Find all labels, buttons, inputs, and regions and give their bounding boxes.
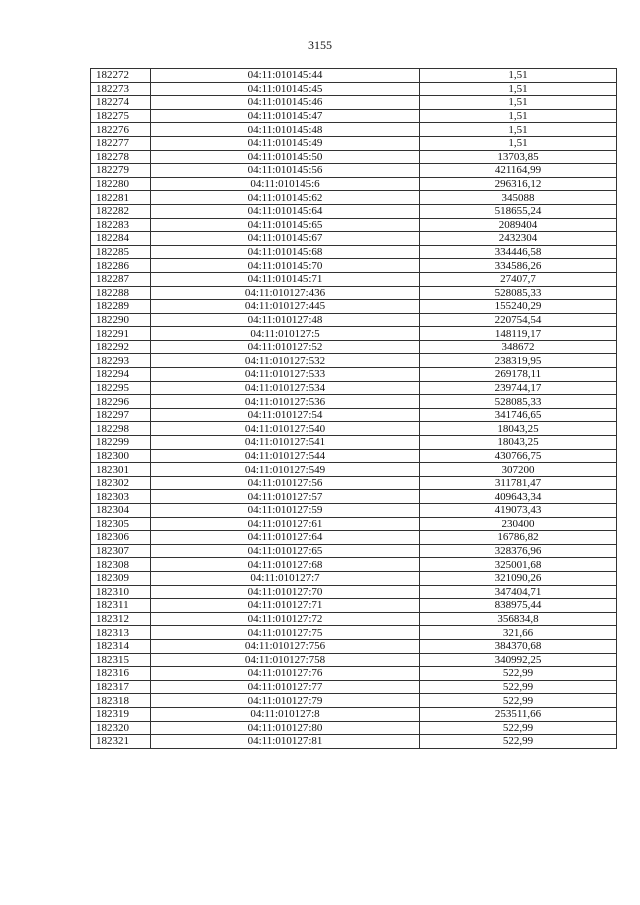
row-id-cell: 182318 — [91, 694, 151, 708]
cadastral-number-cell: 04:11:010145:70 — [151, 259, 420, 273]
table-row — [91, 109, 617, 123]
row-id-cell: 182272 — [91, 69, 151, 83]
row-id-cell: 182302 — [91, 476, 151, 490]
value-cell: 1,51 — [420, 96, 617, 110]
value-cell: 325001,68 — [420, 558, 617, 572]
row-id-cell: 182295 — [91, 381, 151, 395]
row-id-cell: 182311 — [91, 599, 151, 613]
row-id-cell: 182290 — [91, 313, 151, 327]
value-cell: 328376,96 — [420, 544, 617, 558]
value-cell: 1,51 — [420, 69, 617, 83]
cadastral-number-cell: 04:11:010127:540 — [151, 422, 420, 436]
value-cell: 409643,34 — [420, 490, 617, 504]
table-row — [91, 735, 617, 749]
table-row — [91, 517, 617, 531]
row-id-cell: 182307 — [91, 544, 151, 558]
row-id-cell: 182297 — [91, 408, 151, 422]
value-cell: 296316,12 — [420, 177, 617, 191]
row-id-cell: 182289 — [91, 300, 151, 314]
table-row — [91, 504, 617, 518]
table-row — [91, 340, 617, 354]
value-cell: 341746,65 — [420, 408, 617, 422]
table-row — [91, 408, 617, 422]
row-id-cell: 182291 — [91, 327, 151, 341]
row-id-cell: 182275 — [91, 109, 151, 123]
table-row — [91, 585, 617, 599]
value-cell: 18043,25 — [420, 436, 617, 450]
cadastral-number-cell: 04:11:010145:65 — [151, 218, 420, 232]
value-cell: 528085,33 — [420, 286, 617, 300]
table-row — [91, 449, 617, 463]
cadastral-number-cell: 04:11:010127:8 — [151, 707, 420, 721]
table-row — [91, 639, 617, 653]
cadastral-number-cell: 04:11:010127:81 — [151, 735, 420, 749]
cadastral-number-cell: 04:11:010127:61 — [151, 517, 420, 531]
cadastral-number-cell: 04:11:010127:5 — [151, 327, 420, 341]
cadastral-number-cell: 04:11:010127:436 — [151, 286, 420, 300]
value-cell: 1,51 — [420, 136, 617, 150]
table-row — [91, 259, 617, 273]
row-id-cell: 182294 — [91, 368, 151, 382]
row-id-cell: 182300 — [91, 449, 151, 463]
value-cell: 522,99 — [420, 694, 617, 708]
table-row — [91, 232, 617, 246]
table-row — [91, 136, 617, 150]
cadastral-number-cell: 04:11:010127:70 — [151, 585, 420, 599]
value-cell: 321090,26 — [420, 571, 617, 585]
value-cell: 334586,26 — [420, 259, 617, 273]
cadastral-number-cell: 04:11:010145:44 — [151, 69, 420, 83]
table-row — [91, 191, 617, 205]
value-cell: 269178,11 — [420, 368, 617, 382]
row-id-cell: 182304 — [91, 504, 151, 518]
row-id-cell: 182280 — [91, 177, 151, 191]
value-cell: 430766,75 — [420, 449, 617, 463]
row-id-cell: 182314 — [91, 639, 151, 653]
value-cell: 518655,24 — [420, 204, 617, 218]
table-row — [91, 82, 617, 96]
row-id-cell: 182279 — [91, 164, 151, 178]
value-cell: 321,66 — [420, 626, 617, 640]
value-cell: 348672 — [420, 340, 617, 354]
row-id-cell: 182316 — [91, 667, 151, 681]
value-cell: 155240,29 — [420, 300, 617, 314]
value-cell: 340992,25 — [420, 653, 617, 667]
cadastral-number-cell: 04:11:010127:534 — [151, 381, 420, 395]
cadastral-number-cell: 04:11:010145:46 — [151, 96, 420, 110]
row-id-cell: 182285 — [91, 245, 151, 259]
cadastral-number-cell: 04:11:010145:68 — [151, 245, 420, 259]
cadastral-number-cell: 04:11:010127:7 — [151, 571, 420, 585]
row-id-cell: 182288 — [91, 286, 151, 300]
cadastral-number-cell: 04:11:010127:76 — [151, 667, 420, 681]
registry-table-body — [91, 69, 617, 749]
row-id-cell: 182284 — [91, 232, 151, 246]
row-id-cell: 182310 — [91, 585, 151, 599]
row-id-cell: 182286 — [91, 259, 151, 273]
cadastral-number-cell: 04:11:010127:71 — [151, 599, 420, 613]
table-row — [91, 368, 617, 382]
table-row — [91, 694, 617, 708]
table-row — [91, 476, 617, 490]
table-row — [91, 422, 617, 436]
row-id-cell: 182278 — [91, 150, 151, 164]
cadastral-number-cell: 04:11:010127:549 — [151, 463, 420, 477]
cadastral-number-cell: 04:11:010127:544 — [151, 449, 420, 463]
table-row — [91, 123, 617, 137]
page-number: 3155 — [308, 38, 332, 52]
value-cell: 220754,54 — [420, 313, 617, 327]
table-row — [91, 204, 617, 218]
table-row — [91, 245, 617, 259]
table-row — [91, 571, 617, 585]
row-id-cell: 182292 — [91, 340, 151, 354]
value-cell: 239744,17 — [420, 381, 617, 395]
table-row — [91, 667, 617, 681]
table-row — [91, 612, 617, 626]
cadastral-number-cell: 04:11:010127:533 — [151, 368, 420, 382]
cadastral-number-cell: 04:11:010145:6 — [151, 177, 420, 191]
cadastral-number-cell: 04:11:010127:65 — [151, 544, 420, 558]
table-row — [91, 463, 617, 477]
registry-table — [90, 68, 617, 749]
value-cell: 148119,17 — [420, 327, 617, 341]
value-cell: 1,51 — [420, 109, 617, 123]
table-row — [91, 599, 617, 613]
cadastral-number-cell: 04:11:010127:48 — [151, 313, 420, 327]
table-row — [91, 272, 617, 286]
table-row — [91, 327, 617, 341]
table-row — [91, 164, 617, 178]
cadastral-number-cell: 04:11:010127:75 — [151, 626, 420, 640]
row-id-cell: 182319 — [91, 707, 151, 721]
cadastral-number-cell: 04:11:010145:62 — [151, 191, 420, 205]
table-row — [91, 531, 617, 545]
cadastral-number-cell: 04:11:010127:56 — [151, 476, 420, 490]
row-id-cell: 182296 — [91, 395, 151, 409]
row-id-cell: 182312 — [91, 612, 151, 626]
value-cell: 253511,66 — [420, 707, 617, 721]
row-id-cell: 182303 — [91, 490, 151, 504]
value-cell: 334446,58 — [420, 245, 617, 259]
cadastral-number-cell: 04:11:010127:64 — [151, 531, 420, 545]
row-id-cell: 182308 — [91, 558, 151, 572]
table-row — [91, 69, 617, 83]
table-row — [91, 558, 617, 572]
value-cell: 421164,99 — [420, 164, 617, 178]
cadastral-number-cell: 04:11:010127:445 — [151, 300, 420, 314]
row-id-cell: 182283 — [91, 218, 151, 232]
value-cell: 307200 — [420, 463, 617, 477]
cadastral-number-cell: 04:11:010127:68 — [151, 558, 420, 572]
row-id-cell: 182299 — [91, 436, 151, 450]
value-cell: 347404,71 — [420, 585, 617, 599]
value-cell: 13703,85 — [420, 150, 617, 164]
row-id-cell: 182298 — [91, 422, 151, 436]
row-id-cell: 182313 — [91, 626, 151, 640]
cadastral-number-cell: 04:11:010127:756 — [151, 639, 420, 653]
value-cell: 522,99 — [420, 680, 617, 694]
row-id-cell: 182309 — [91, 571, 151, 585]
table-row — [91, 721, 617, 735]
row-id-cell: 182315 — [91, 653, 151, 667]
value-cell: 230400 — [420, 517, 617, 531]
table-row — [91, 626, 617, 640]
row-id-cell: 182321 — [91, 735, 151, 749]
cadastral-number-cell: 04:11:010127:536 — [151, 395, 420, 409]
row-id-cell: 182287 — [91, 272, 151, 286]
value-cell: 2089404 — [420, 218, 617, 232]
value-cell: 1,51 — [420, 82, 617, 96]
cadastral-number-cell: 04:11:010145:50 — [151, 150, 420, 164]
value-cell: 419073,43 — [420, 504, 617, 518]
value-cell: 18043,25 — [420, 422, 617, 436]
value-cell: 2432304 — [420, 232, 617, 246]
value-cell: 238319,95 — [420, 354, 617, 368]
table-row — [91, 490, 617, 504]
value-cell: 522,99 — [420, 735, 617, 749]
cadastral-number-cell: 04:11:010127:532 — [151, 354, 420, 368]
table-row — [91, 300, 617, 314]
cadastral-number-cell: 04:11:010127:57 — [151, 490, 420, 504]
cadastral-number-cell: 04:11:010127:758 — [151, 653, 420, 667]
cadastral-number-cell: 04:11:010145:47 — [151, 109, 420, 123]
table-row — [91, 436, 617, 450]
cadastral-number-cell: 04:11:010145:56 — [151, 164, 420, 178]
value-cell: 384370,68 — [420, 639, 617, 653]
table-row — [91, 354, 617, 368]
cadastral-number-cell: 04:11:010127:72 — [151, 612, 420, 626]
table-row — [91, 177, 617, 191]
table-row — [91, 707, 617, 721]
table-row — [91, 218, 617, 232]
row-id-cell: 182276 — [91, 123, 151, 137]
value-cell: 528085,33 — [420, 395, 617, 409]
cadastral-number-cell: 04:11:010145:49 — [151, 136, 420, 150]
table-row — [91, 313, 617, 327]
row-id-cell: 182277 — [91, 136, 151, 150]
row-id-cell: 182306 — [91, 531, 151, 545]
cadastral-number-cell: 04:11:010127:59 — [151, 504, 420, 518]
value-cell: 356834,8 — [420, 612, 617, 626]
row-id-cell: 182282 — [91, 204, 151, 218]
cadastral-number-cell: 04:11:010127:541 — [151, 436, 420, 450]
row-id-cell: 182320 — [91, 721, 151, 735]
row-id-cell: 182317 — [91, 680, 151, 694]
cadastral-number-cell: 04:11:010145:71 — [151, 272, 420, 286]
table-row — [91, 150, 617, 164]
table-row — [91, 286, 617, 300]
row-id-cell: 182293 — [91, 354, 151, 368]
value-cell: 522,99 — [420, 721, 617, 735]
cadastral-number-cell: 04:11:010127:79 — [151, 694, 420, 708]
cadastral-number-cell: 04:11:010127:52 — [151, 340, 420, 354]
value-cell: 311781,47 — [420, 476, 617, 490]
row-id-cell: 182305 — [91, 517, 151, 531]
row-id-cell: 182281 — [91, 191, 151, 205]
table-row — [91, 653, 617, 667]
cadastral-number-cell: 04:11:010145:64 — [151, 204, 420, 218]
table-row — [91, 544, 617, 558]
cadastral-number-cell: 04:11:010127:77 — [151, 680, 420, 694]
table-row — [91, 395, 617, 409]
cadastral-number-cell: 04:11:010127:54 — [151, 408, 420, 422]
value-cell: 27407,7 — [420, 272, 617, 286]
value-cell: 522,99 — [420, 667, 617, 681]
value-cell: 345088 — [420, 191, 617, 205]
row-id-cell: 182274 — [91, 96, 151, 110]
row-id-cell: 182301 — [91, 463, 151, 477]
cadastral-number-cell: 04:11:010127:80 — [151, 721, 420, 735]
table-row — [91, 381, 617, 395]
cadastral-number-cell: 04:11:010145:67 — [151, 232, 420, 246]
value-cell: 16786,82 — [420, 531, 617, 545]
cadastral-number-cell: 04:11:010145:45 — [151, 82, 420, 96]
row-id-cell: 182273 — [91, 82, 151, 96]
value-cell: 838975,44 — [420, 599, 617, 613]
value-cell: 1,51 — [420, 123, 617, 137]
table-row — [91, 96, 617, 110]
cadastral-number-cell: 04:11:010145:48 — [151, 123, 420, 137]
table-row — [91, 680, 617, 694]
